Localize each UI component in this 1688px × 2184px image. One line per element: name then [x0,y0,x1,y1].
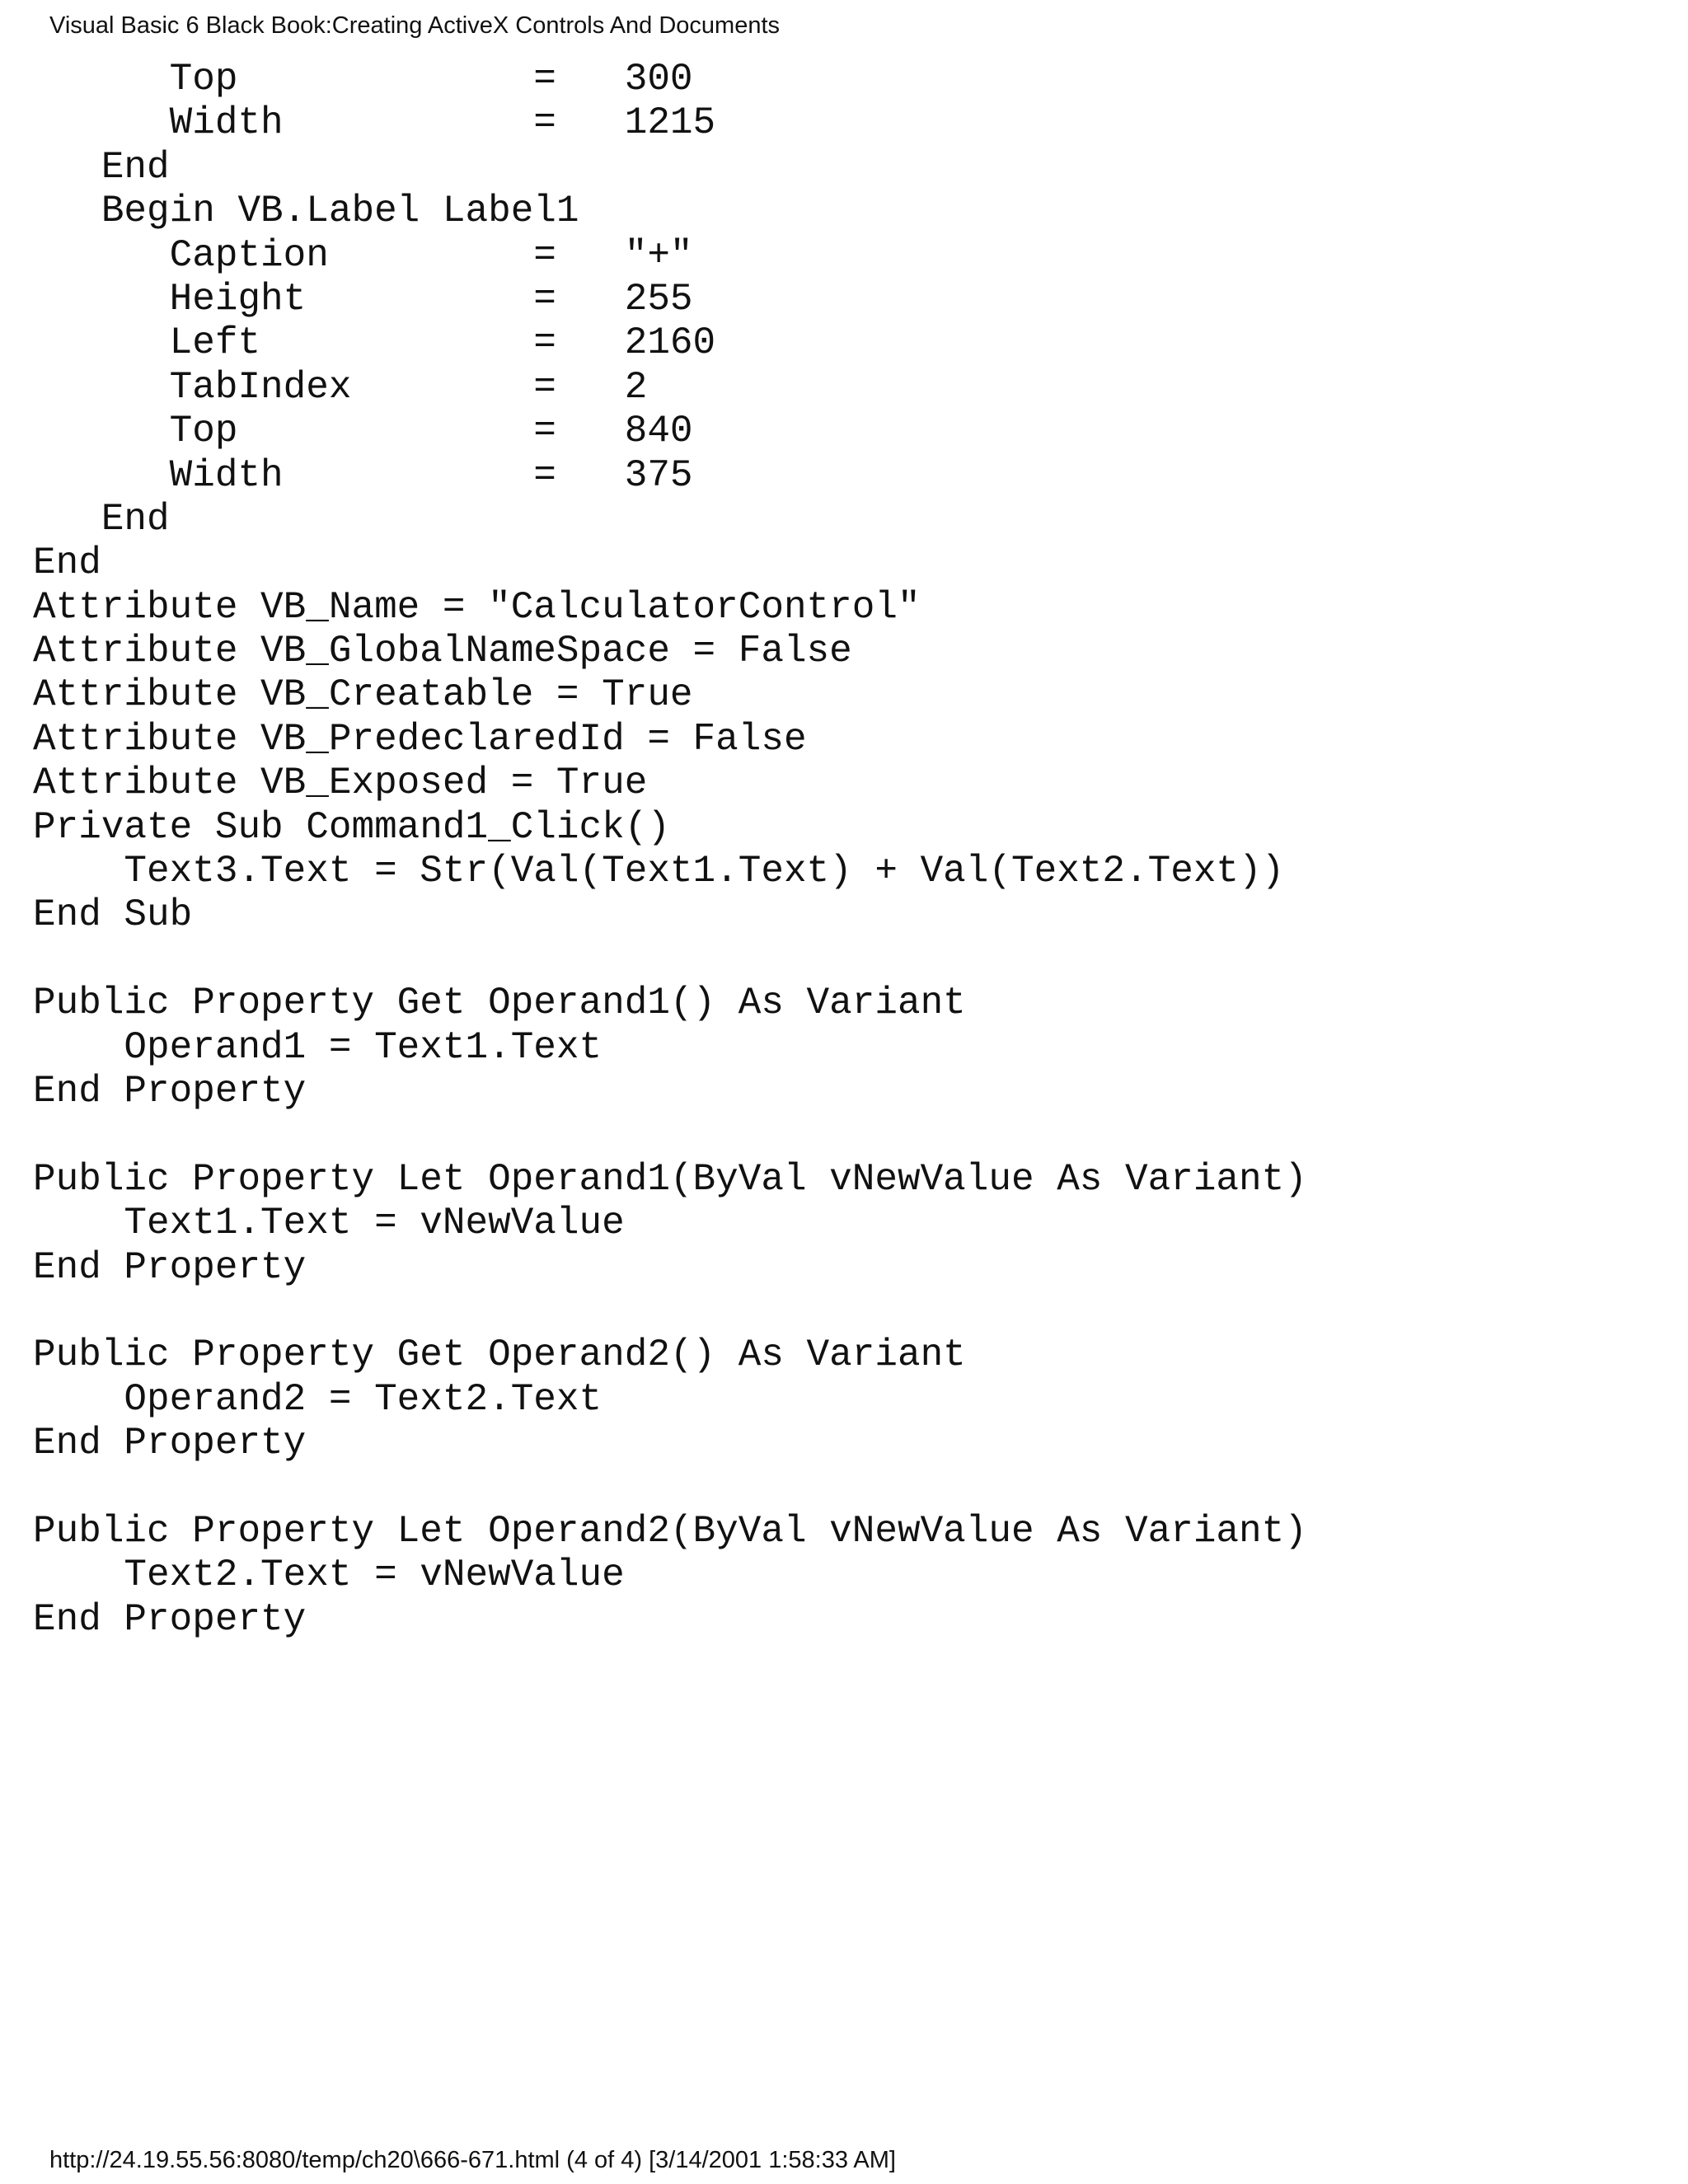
code-line [33,1466,1307,1510]
code-line: Height = 255 [33,277,693,321]
code-line: Public Property Get Operand2() As Variant [33,1333,966,1377]
code-line: Operand1 = Text1.Text [33,1025,603,1069]
code-listing [33,58,1307,1642]
code-line: Begin VB.Label Label1 [33,190,579,233]
code-line: Private Sub Command1_Click() [33,805,670,849]
code-line [33,938,1307,982]
page-header-title: Visual Basic 6 Black Book:Creating ActiveX Controls And Documents [49,12,781,39]
code-line: Attribute VB_PredeclaredId = False [33,717,807,761]
code-line: End [33,497,170,541]
code-line [33,1113,1307,1157]
code-line: End [33,541,101,585]
code-line: TabIndex = 2 [33,365,648,409]
code-line: Top = 840 [33,410,693,453]
code-line: End [33,145,170,189]
code-line: Width = 1215 [33,101,716,145]
code-line: Attribute VB_Exposed = True [33,762,648,805]
code-line: Caption = "+" [33,233,693,277]
code-line: Top = 300 [33,58,693,101]
code-line: Width = 375 [33,453,693,497]
code-line: End Property [33,1245,307,1289]
code-line: End Sub [33,893,193,937]
code-line: Text3.Text = Str(Val(Text1.Text) + Val(Text2.Text)) [33,850,1285,893]
code-line: Text1.Text = vNewValue [33,1202,625,1245]
code-line: Left = 2160 [33,321,716,365]
code-line [33,1290,1307,1333]
code-line: Text2.Text = vNewValue [33,1554,625,1597]
code-line: Attribute VB_Name = "CalculatorControl" [33,585,921,629]
code-line: Public Property Let Operand2(ByVal vNewValue As Variant) [33,1509,1307,1553]
code-line: Attribute VB_GlobalNameSpace = False [33,630,852,673]
code-line: Attribute VB_Creatable = True [33,673,693,717]
page-footer-url: http://24.19.55.56:8080/temp/ch20\666-671.html (4 of 4) [3/14/2001 1:58:33 AM] [49,2147,896,2173]
code-line: End Property [33,1422,307,1465]
code-line: Public Property Let Operand1(ByVal vNewValue As Variant) [33,1157,1307,1201]
code-line: End Property [33,1069,307,1113]
code-line: End Property [33,1597,307,1641]
code-line: Public Property Get Operand1() As Variant [33,982,966,1025]
code-line: Operand2 = Text2.Text [33,1377,603,1421]
